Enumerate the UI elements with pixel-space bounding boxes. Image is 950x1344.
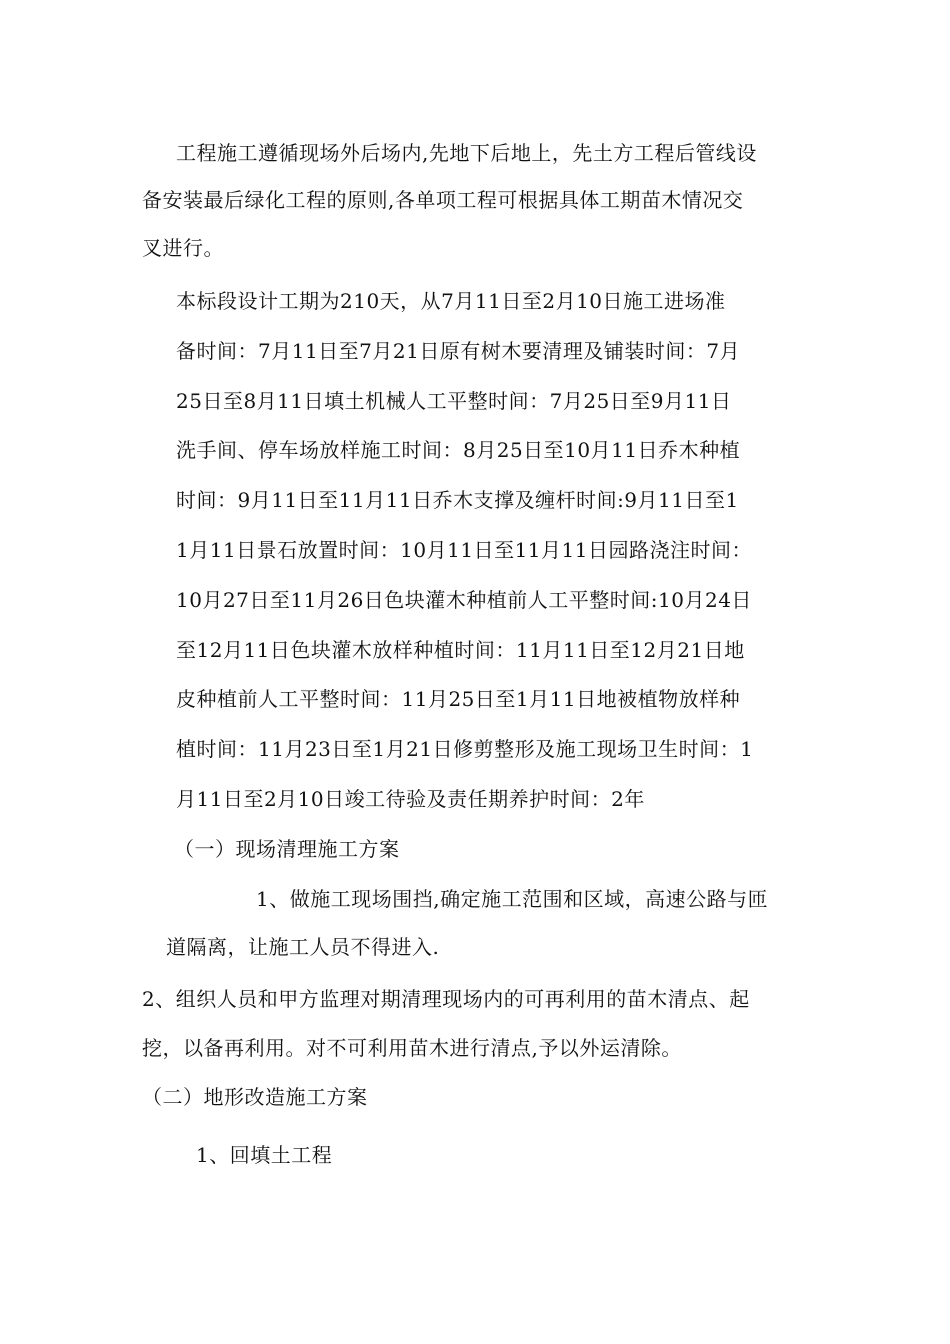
text-line: 2、组织人员和甲方监理对期清理现场内的可再利用的苗木清点、起 <box>142 987 750 1011</box>
text-line: 洗手间、停车场放样施工时间：8月25日至10月11日乔木种植 <box>176 438 741 462</box>
text-line: 道隔离，让施工人员不得进入. <box>166 935 440 959</box>
list-item-backfill: 1、回填土工程 <box>196 1143 333 1167</box>
text-line: 至12月11日色块灌木放样种植时间：11月11日至12月21日地 <box>176 638 745 662</box>
text-line: 挖，以备再利用。对不可利用苗木进行清点,予以外运清除。 <box>142 1036 682 1060</box>
text-line: 备时间：7月11日至7月21日原有树木要清理及铺装时间：7月 <box>176 339 741 363</box>
text-line: 1、做施工现场围挡,确定施工范围和区域，高速公路与匝 <box>256 887 769 911</box>
section-heading-site-clearing: （一）现场清理施工方案 <box>174 837 400 861</box>
text-line: 月11日至2月10日竣工待验及责任期养护时间：2年 <box>176 787 645 811</box>
text-line: 1月11日景石放置时间：10月11日至11月11日园路浇注时间： <box>176 538 752 562</box>
text-line: 时间：9月11日至11月11日乔木支撑及缠杆时间:9月11日至1 <box>176 488 739 512</box>
text-line: 叉进行。 <box>142 236 224 260</box>
text-line: 10月27日至11月26日色块灌木种植前人工平整时间:10月24日 <box>176 588 752 612</box>
section-heading-terrain: （二）地形改造施工方案 <box>142 1085 368 1109</box>
text-line: 植时间：11月23日至1月21日修剪整形及施工现场卫生时间：1 <box>176 737 754 761</box>
text-line: 皮种植前人工平整时间：11月25日至1月11日地被植物放样种 <box>176 687 741 711</box>
text-line: 25日至8月11日填土机械人工平整时间：7月25日至9月11日 <box>176 389 732 413</box>
text-line: 备安装最后绿化工程的原则,各单项工程可根据具体工期苗木情况交 <box>142 188 744 212</box>
text-line: 本标段设计工期为210天，从7月11日至2月10日施工进场准 <box>176 289 726 313</box>
text-line: 工程施工遵循现场外后场内,先地下后地上，先土方工程后管线设 <box>176 141 757 165</box>
